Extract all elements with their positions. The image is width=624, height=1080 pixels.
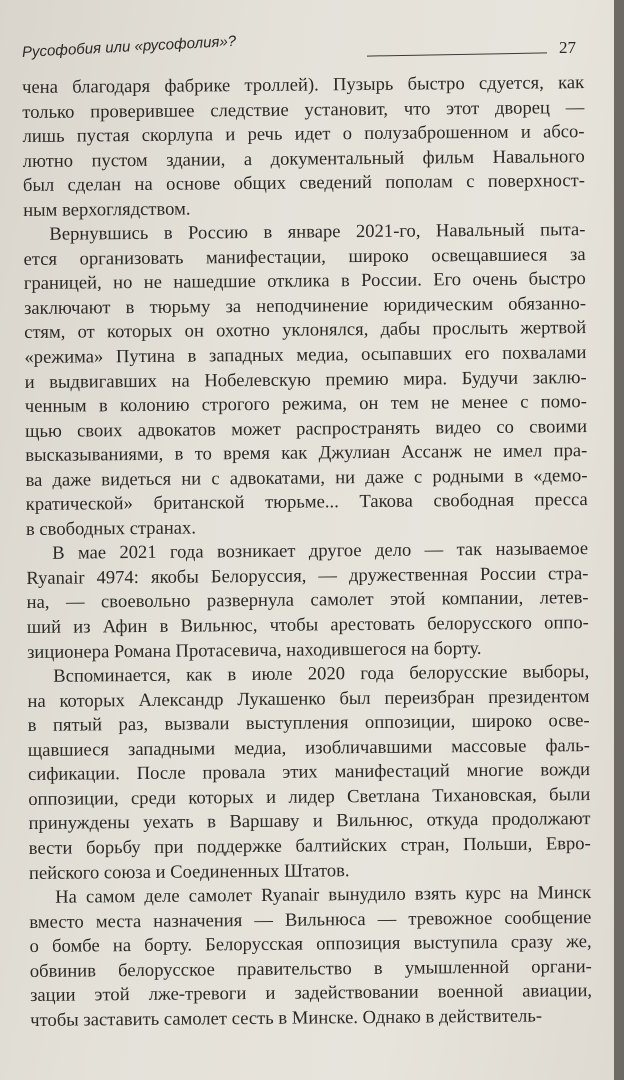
text-line: принуждены уехать в Варшаву и Вильнюс, откуда продолжают [28,808,591,835]
text-line: В мае 2021 года возникает другое дело — так называемое [52,538,589,565]
text-line: зиционера Романа Протасевича, находившегося на борту. [26,637,482,663]
page-header [21,32,576,66]
text-line: Вернувшись в Россию в январе 2021-го, Навальный пыта- [49,219,586,246]
paragraph [23,218,588,542]
paragraph [26,537,589,665]
running-title: Русофобия или «русофолия»? [21,32,237,61]
text-line: был сделан на основе общих сведений пополам с поверхност- [22,170,586,197]
text-line: ным верхоглядством. [23,198,191,221]
text-line: чена благодаря фабрике троллей). Пузырь быстро сдуется, как [22,72,585,98]
text-line: в свободных странах. [25,517,197,540]
text-line: ва даже видеться ни с адвокатами, ни даже с родными в «демо- [25,464,588,491]
text-line: на, — своевольно развернула самолет этой компании, летев- [26,587,589,614]
text-line: вместо места назначения — Вильнюса — тревожное сообщение [29,906,592,933]
text-line: сификации. После провала этих манифестаций многие вожди [28,759,591,786]
text-line: только проверившее следствие установит, что этот дворец — [22,96,585,123]
header-rule [367,52,547,56]
text-line: щавшиеся западными медиа, изобличавшими массовые фаль- [27,734,590,761]
text-line: в пятый раз, вызвали выступления оппозиции, широко осве- [27,710,590,737]
text-line: о бомбе на борту. Белорусская оппозиция выступила сразу же, [29,931,592,958]
text-line: ший из Афин в Вильнюс, чтобы арестовать белорусского оппо- [26,612,589,639]
text-line: лишь пустая скорлупа и речь идет о полузаброшенном и абсо- [22,121,585,148]
page-number: 27 [559,38,576,57]
text-line: на которых Александр Лукашенко был переизбран президентом [27,685,590,712]
text-line: щью своих адвокатов может распространять видео со своими [25,415,588,442]
text-line: чтобы заставить самолет сесть в Минске. Однако в действитель- [30,1005,543,1031]
text-line: заключают в тюрьму за неподчинение юридическим обязанно- [23,293,587,319]
paragraph [27,660,591,886]
paragraph [22,71,585,223]
text-line: На самом деле самолет Ryanair вынудило взять курс на Минск [55,882,592,908]
text-line: оппозиции, среди которых и лидер Светлана Тихановская, были [28,783,591,810]
text-line: и выдвигавших на Нобелевскую премию мира. Будучи заклю- [24,366,587,393]
text-line: «режима» Путина в западных медиа, осыпавших его похвалами [24,342,587,369]
text-line: обвинив белорусское правительство в умышленной органи- [29,955,592,982]
text-line: ется организовать манифестации, широко освещавшиеся за [23,243,586,270]
text-line: зации этой лже-тревоги и задействовании военной авиации, [29,980,593,1007]
text-line: ченным в колонию строгого режима, он тем не менее с помо- [24,391,587,418]
text-line: пейского союза и Соединенных Штатов. [28,859,350,884]
paragraph [29,881,592,1033]
text-line: Вспоминается, как в июле 2020 года белорусские выборы, [53,661,590,687]
text-line: стям, от которых он охотно уклонялся, дабы прослыть жертвой [24,317,587,344]
body-text [22,71,592,1033]
text-line: лютно пустом здании, а документальный фильм Навального [22,145,585,172]
text-line: Ryanair 4974: якобы Белоруссия, — дружественная России стра- [26,563,589,589]
text-line: вести борьбу при поддержке балтийских стран, Польши, Евро- [28,833,591,859]
text-line: высказываниями, в то время как Джулиан Ассанж не имел пра- [25,440,588,467]
text-line: границей, но не нашедшие отклика в России. Его очень быстро [23,268,586,295]
text-line: кратической» британской тюрьме... Такова свободная пресса [25,489,588,516]
